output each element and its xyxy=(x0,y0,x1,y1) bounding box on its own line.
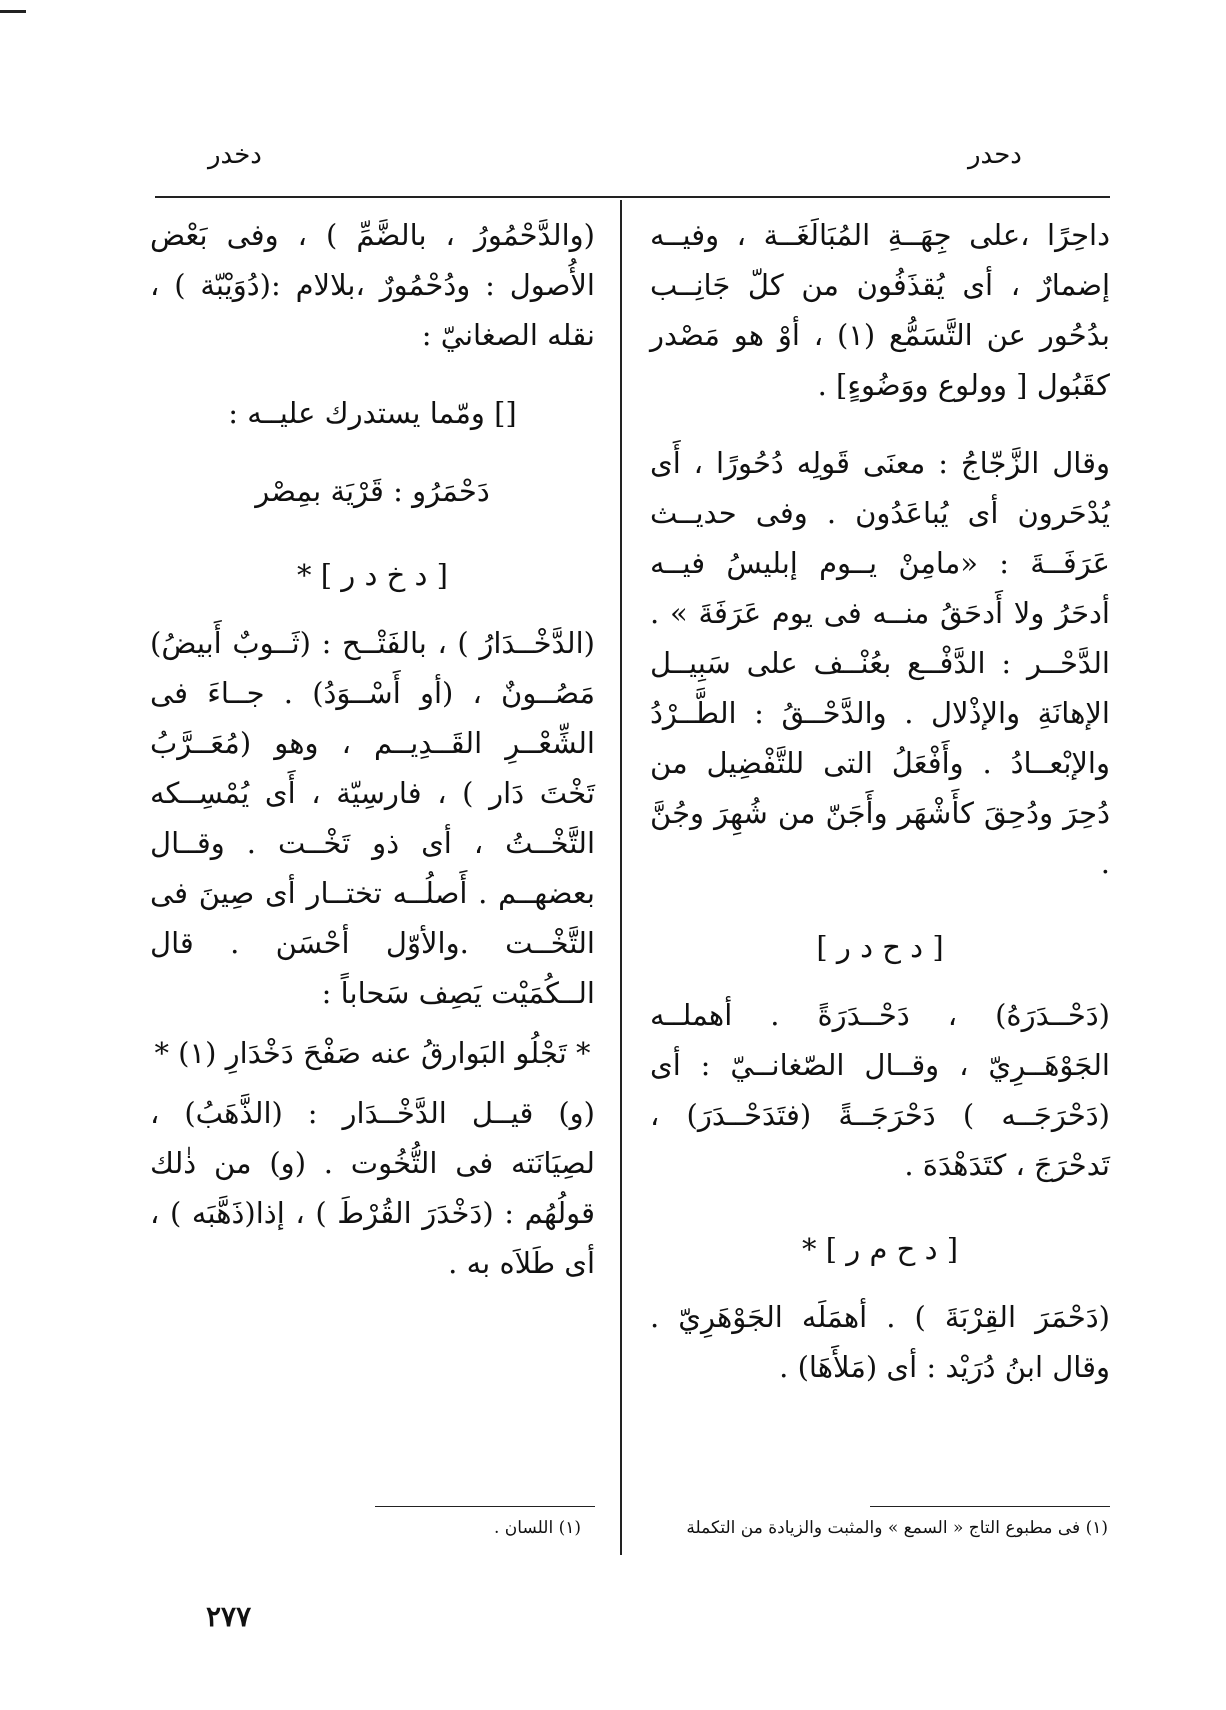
entry-heading-dhdr: [ د ح د ر ] xyxy=(816,930,944,964)
entry-heading-dkhdr: [ د خ د ر ] * xyxy=(150,550,595,600)
entry-paragraph: (و) قيــل الدَّخْــدَار : (الذَّهَبُ) ، لصِيَانَته فى التُّخُوت . (و) من ذٰلك قولُهُم : (دَخْدَرَ القُرْطَ ) ، إذا(ذَهَّبَه ) ، أى طَلاَه به . xyxy=(150,1096,595,1280)
running-header-right: دحدر xyxy=(968,140,1022,170)
entry-paragraph: (دَحْمَرَ القِرْبَةَ ) . أهمَلَه الجَوْهَرِيّ . وقال ابنُ دُرَيْد : أى (مَلأَهَا) . xyxy=(650,1300,1110,1384)
header-rule xyxy=(155,196,1110,198)
entry-paragraph: وقال الزَّجّاجُ : معنَى قَولِه دُحُورًا ، أَى يُدْحَرون أى يُباعَدُون . وفى حديــث عَرَفَــةَ : «مامِنْ يــوم إبليسُ فيــه أدحَرُ ولا أَدحَقُ منــه فى يوم عَرَفَةَ » . الدَّحْــر : الدَّفْــع بعُنْــف على سَبِيــل الإهانَةِ والإذْلال . والدَّحْــقُ : الطَّــرْدُ والإبْعــادُ . وأَفْعَلُ التى للتَّفْضِيل من دُحِرَ ودُحِقَ كأَشْهَر وأَجَنّ من شُهِرَ وجُنَّ . xyxy=(650,446,1110,880)
right-column xyxy=(650,210,1110,1392)
entry-paragraph: داحِرًا ،على جِهَــةِ المُبَالَغَــة ، وفيــه إضمارٌ ، أى يُقذَفُون من كلّ جَانِــب بدُحُور عن التَّسَمُّع (١) ، أوْ هو مَصْدر كقَبُول [ وولوع ووَضُوءٍ] . xyxy=(650,218,1110,402)
entry-paragraph: (دَحْــدَرَهُ) ، دَحْــدَرَةً . أهملــه الجَوْهَــرِيّ ، وقــال الصّغانــيّ : أى (دَحْرَجَــه ) دَحْرَجَــةً (فتَدَحْــدَرَ) ، تَدحْرَجَ ، كتَدَهْدَهَ . xyxy=(650,998,1110,1182)
footnote-rule-left xyxy=(375,1506,595,1507)
entry-heading-dhmr: [ د ح م ر ] * xyxy=(650,1224,1110,1274)
left-column xyxy=(150,210,595,1288)
footnote-left: (١) اللسان . xyxy=(494,1518,581,1538)
running-header-left: دخدر xyxy=(208,140,262,170)
dahmaru-line: دَحْمَرُو : قَرْيَة بمِصْر xyxy=(255,474,490,508)
footnote-right: (١) فى مطبوع التاج « السمع » والمثبت والزيادة من التكملة xyxy=(686,1518,1108,1538)
entry-paragraph: (والدَّحْمُورُ ، بالضَّمِّ ) ، وفى بَعْض الأُصول : ودُحْمُورٌ ،بلالام :(دُوَيْبّة ) ، نقله الصغانيّ : xyxy=(150,218,595,352)
istidrak-line: [] ومّما يستدرك عليــه : xyxy=(228,396,517,430)
verse-line: * تَجْلُو البَوارقُ عنه صَفْحَ دَخْدَارِ (١) * xyxy=(154,1036,591,1070)
entry-paragraph: (الدَّخْــدَارُ ) ، بالفَتْــح : (ثَــوبٌ أَبيضُ) مَصُــونٌ ، (أو أَسْــوَدُ) . جــاءَ فى الشِّعْــرِ القَــدِيــم ، وهو (مُعَــرَّبُ تَخْتَ دَار ) ، فارسِيّة ، أَى يُمْسِــكه التَّخْــتُ ، أى ذو تَخْــت . وقــال بعضهــم . أَصلُــه تختــار أى صِينَ فى التَّخْــت .والأوّل أحْسَن . قال الــكُمَيْت يَصِف سَحاباً : xyxy=(150,626,595,1010)
column-divider xyxy=(620,200,622,1555)
footnote-rule-right xyxy=(870,1506,1110,1507)
corner-mark xyxy=(0,10,26,13)
page-number: ٢٧٧ xyxy=(206,1600,252,1633)
